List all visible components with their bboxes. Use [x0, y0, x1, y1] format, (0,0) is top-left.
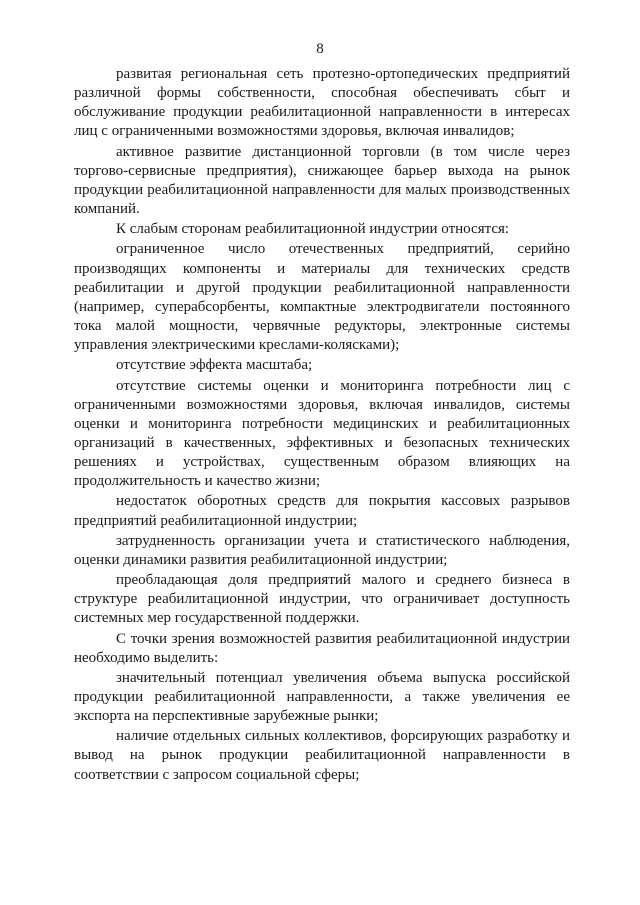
paragraph-limited-enterprises: ограниченное число отечественных предприятий, серийно производящих компоненты и материалы для технических средств реабилитации и другой продукции реабилитационной направленности (например, суперабсорбенты, компактные электродвигатели постоянного тока малой мощности, червячные редукторы, электронные системы управления электрическими креслами-колясками);	[74, 241, 570, 354]
paragraph-weaknesses-heading: К слабым сторонам реабилитационной индустрии относятся:	[116, 221, 510, 238]
paragraph-no-scale-effect: отсутствие эффекта масштаба;	[116, 357, 313, 374]
page-number: 8	[316, 41, 324, 57]
body-text	[74, 65, 570, 786]
paragraph-distance-trade: активное развитие дистанционной торговли (в том числе через торгово-сервисные предприятия), снижающее барьер выхода на рынок продукции реабилитационной направленности для малых производственных компаний.	[74, 143, 570, 218]
paragraph-no-monitoring-system: отсутствие системы оценки и мониторинга потребности лиц с ограниченными возможностями здоровья, включая инвалидов, системы оценки и мониторинга потребности медицинских и реабилитационных организаций в качественных, эффективных и безопасных технических решениях и устройствах, существенным образом влияющих на продолжительность и качество жизни;	[74, 377, 570, 490]
paragraph-small-business-share: преобладающая доля предприятий малого и среднего бизнеса в структуре реабилитационной индустрии, что ограничивает доступность системных мер государственной поддержки.	[74, 572, 570, 627]
paragraph-regional-network: развитая региональная сеть протезно-ортопедических предприятий различной формы собственности, способная обеспечивать сбыт и обслуживание продукции реабилитационной направленности в интересах лиц с ограниченными возможностями здоровья, включая инвалидов;	[74, 66, 570, 140]
paragraph-opportunities-heading: С точки зрения возможностей развития реабилитационной индустрии необходимо выделить:	[74, 630, 570, 666]
paragraph-production-potential: значительный потенциал увеличения объема выпуска российской продукции реабилитационной направленности, а также увеличения ее экспорта на перспективные зарубежные рынки;	[74, 669, 570, 725]
paragraph-working-capital: недостаток оборотных средств для покрытия кассовых разрывов предприятий реабилитационной индустрии;	[74, 493, 570, 529]
paragraph-strong-teams: наличие отдельных сильных коллективов, форсирующих разработку и вывод на рынок продукции реабилитационной направленности в соответствии с запросом социальной сферы;	[74, 728, 570, 783]
paragraph-statistics-difficulty: затрудненность организации учета и статистического наблюдения, оценки динамики развития реабилитационной индустрии;	[74, 532, 570, 568]
